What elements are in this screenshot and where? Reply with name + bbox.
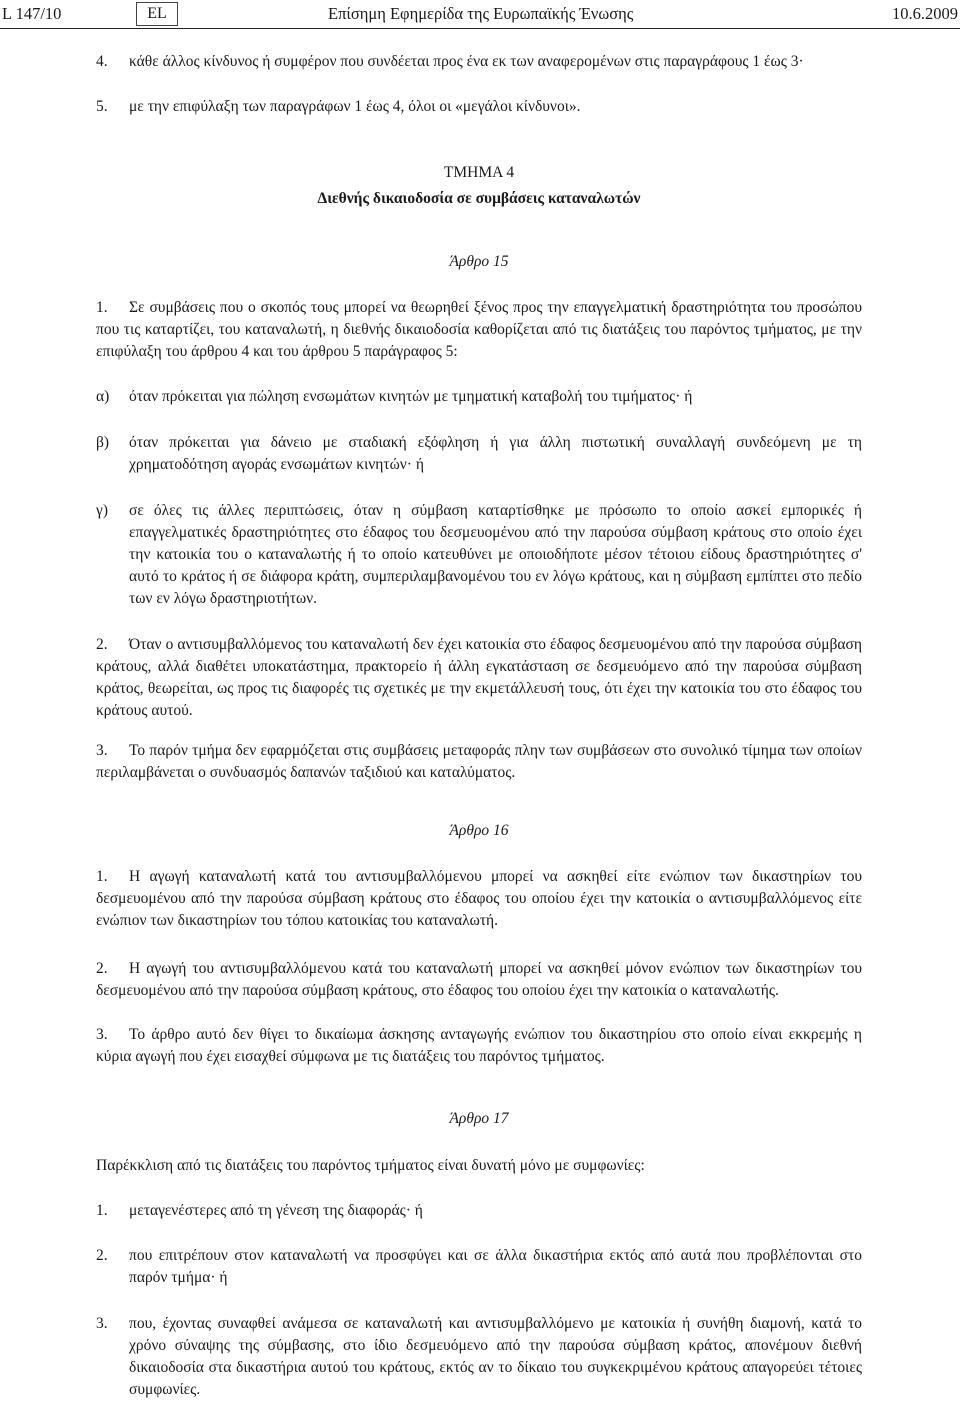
paragraph-text: Το άρθρο αυτό δεν θίγει το δικαίωμα άσκησης ανταγωγής ενώπιον του δικαστηρίου στο οποίο είναι εκκρεμής η κύρια αγωγή που έχει εισαχθεί σύμφωνα με τις διατάξεις του παρόντος τμήματος. [96,1026,862,1065]
list-item-text: που, έχοντας συναφθεί ανάμεσα σε καταναλωτή και αντισυμβαλλόμενο με κατοικία ή συνήθη διαμονή, κατά το χρόνο σύναψης της σύμβασης, στο ίδιο δεσμευόμενο από την παρούσα σύμβαση κράτος, απονέμουν διεθνή δικαιοδοσία στα δικαστήρια αυτού του κράτους, εκτός αν το δίκαιο του συγκεκριμένου κράτους απαγορεύει τέτοιες συμφωνίες. [129,1315,862,1398]
list-item-text: κάθε άλλος κίνδυνος ή συμφέρον που συνδέεται προς ένα εκ των αναφερομένων στις παραγράφους 1 έως 3· [129,53,804,70]
page-reference: L 147/10 [2,4,62,23]
list-item [96,1313,862,1401]
list-item-number: 3. [96,1315,108,1332]
list-item [96,51,862,73]
header-divider [0,28,960,29]
publication-date: 10.6.2009 [892,4,958,23]
list-item [96,386,862,408]
list-item [96,432,862,476]
section-title: ΤΜΗΜΑ 4 [443,164,515,181]
paragraph-number: 1. [96,868,108,885]
paragraph-text: Η αγωγή του αντισυμβαλλόμενου κατά του καταναλωτή μπορεί να ασκηθεί μόνον ενώπιον των δικαστηρίων του δεσμευομένου από την παρούσα σύμβαση κράτους, στο έδαφος του οποίου έχει την κατοικία ο καταναλωτής. [96,960,862,999]
paragraph: Παρέκκλιση από τις διατάξεις του παρόντος τμήματος είναι δυνατή μόνο με συμφωνίες: [96,1157,645,1174]
list-item-text: όταν πρόκειται για δάνειο με σταδιακή εξόφληση ή για άλλη πιστωτική συναλλαγή συνδεόμενη με τη χρηματοδότηση αγοράς ενσωμάτων κινητών· ή [129,434,862,473]
paragraph-text: Σε συμβάσεις που ο σκοπός τους μπορεί να θεωρηθεί ξένος προς την επαγγελματική δραστηριότητα του προσώπου που τις καταρτίζει, του καταναλωτή, η διεθνής δικαιοδοσία καθορίζεται από τις διατάξεις του παρόντος τμήματος, με την επιφύλαξη του άρθρου 4 και του άρθρου 5 παράγραφος 5: [96,299,862,360]
paragraph-number: 3. [96,742,108,759]
paragraph-number: 3. [96,1026,108,1043]
paragraph [96,1024,862,1068]
list-item-label: β) [96,434,110,451]
list-item-number: 4. [96,53,108,70]
paragraph-number: 2. [96,636,108,653]
paragraph [96,958,862,1002]
article-heading: Άρθρο 16 [449,822,509,839]
list-item [96,1200,862,1222]
list-item-number: 1. [96,1202,108,1219]
paragraph [96,634,862,722]
paragraph [96,297,862,363]
paragraph-text: Η αγωγή καταναλωτή κατά του αντισυμβαλλόμενου μπορεί να ασκηθεί είτε ενώπιον των δικαστηρίων του δεσμευομένου από την παρούσα σύμβαση κράτους στο έδαφος του οποίου έχει την κατοικία ο αντισυμβαλλόμενος είτε ενώπιον των δικαστηρίων του τόπου κατοικίας του καταναλωτή. [96,868,862,929]
paragraph [96,866,862,932]
article-heading: Άρθρο 17 [449,1110,509,1127]
list-item [96,96,862,118]
list-item-number: 2. [96,1247,108,1264]
journal-title: Επίσημη Εφημερίδα της Ευρωπαϊκής Ένωσης [328,4,634,23]
list-item-text: που επιτρέπουν στον καταναλωτή να προσφύγει και σε άλλα δικαστήρια εκτός από αυτά που προβλέπονται στο παρόν τμήμα· ή [129,1247,862,1286]
paragraph-number: 1. [96,299,108,316]
language-badge: EL [136,2,178,26]
page-header [0,0,960,30]
list-item-text: όταν πρόκειται για πώληση ενσωμάτων κινητών με τμηματική καταβολή του τιμήματος· ή [129,388,693,405]
list-item-label: γ) [96,502,109,519]
paragraph [96,740,862,784]
article-heading: Άρθρο 15 [449,253,509,270]
list-item-text: με την επιφύλαξη των παραγράφων 1 έως 4, όλοι οι «μεγάλοι κίνδυνοι». [129,98,581,115]
list-item-number: 5. [96,98,108,115]
list-item [96,1245,862,1289]
list-item-label: α) [96,388,110,405]
paragraph-number: 2. [96,960,108,977]
paragraph-text: Όταν ο αντισυμβαλλόμενος του καταναλωτή δεν έχει κατοικία στο έδαφος δεσμευομένου από την παρούσα σύμβαση κράτους, αλλά διαθέτει υποκατάστημα, πρακτορείο ή άλλη εγκατάσταση σε δεσμευόμενο από την παρούσα σύμβαση κράτος, θεωρείται, ως προς τις διαφορές τις σχετικές με την εκμετάλλευσή τους, ότι έχει την κατοικία του στο έδαφος του κράτους αυτού. [96,636,862,719]
list-item [96,500,862,610]
paragraph-text: Το παρόν τμήμα δεν εφαρμόζεται στις συμβάσεις μεταφοράς πλην των συμβάσεων στο συνολικό τίμημα των οποίων περιλαμβάνεται ο συνδυασμός δαπανών ταξιδιού και καταλύματος. [96,742,862,781]
list-item-text: σε όλες τις άλλες περιπτώσεις, όταν η σύμβαση καταρτίσθηκε με πρόσωπο το οποίο ασκεί εμπορικές ή επαγγελματικές δραστηριότητες στο έδαφος του δεσμευομένου από την παρούσα σύμβαση κράτους στο οποίο έχει την κατοικία του ο καταναλωτής ή το οποίο κατευθύνει με οποιοδήποτε μέσον τέτοιου είδους δραστηριότητες σ' αυτό το κράτος ή σε διάφορα κράτη, συμπεριλαμβανομένου του εν λόγω κράτους, και η σύμβαση εμπίπτει στο πεδίο των εν λόγω δραστηριοτήτων. [129,502,862,607]
list-item-text: μεταγενέστερες από τη γένεση της διαφοράς· ή [129,1202,423,1219]
section-subtitle: Διεθνής δικαιοδοσία σε συμβάσεις καταναλωτών [317,190,641,207]
